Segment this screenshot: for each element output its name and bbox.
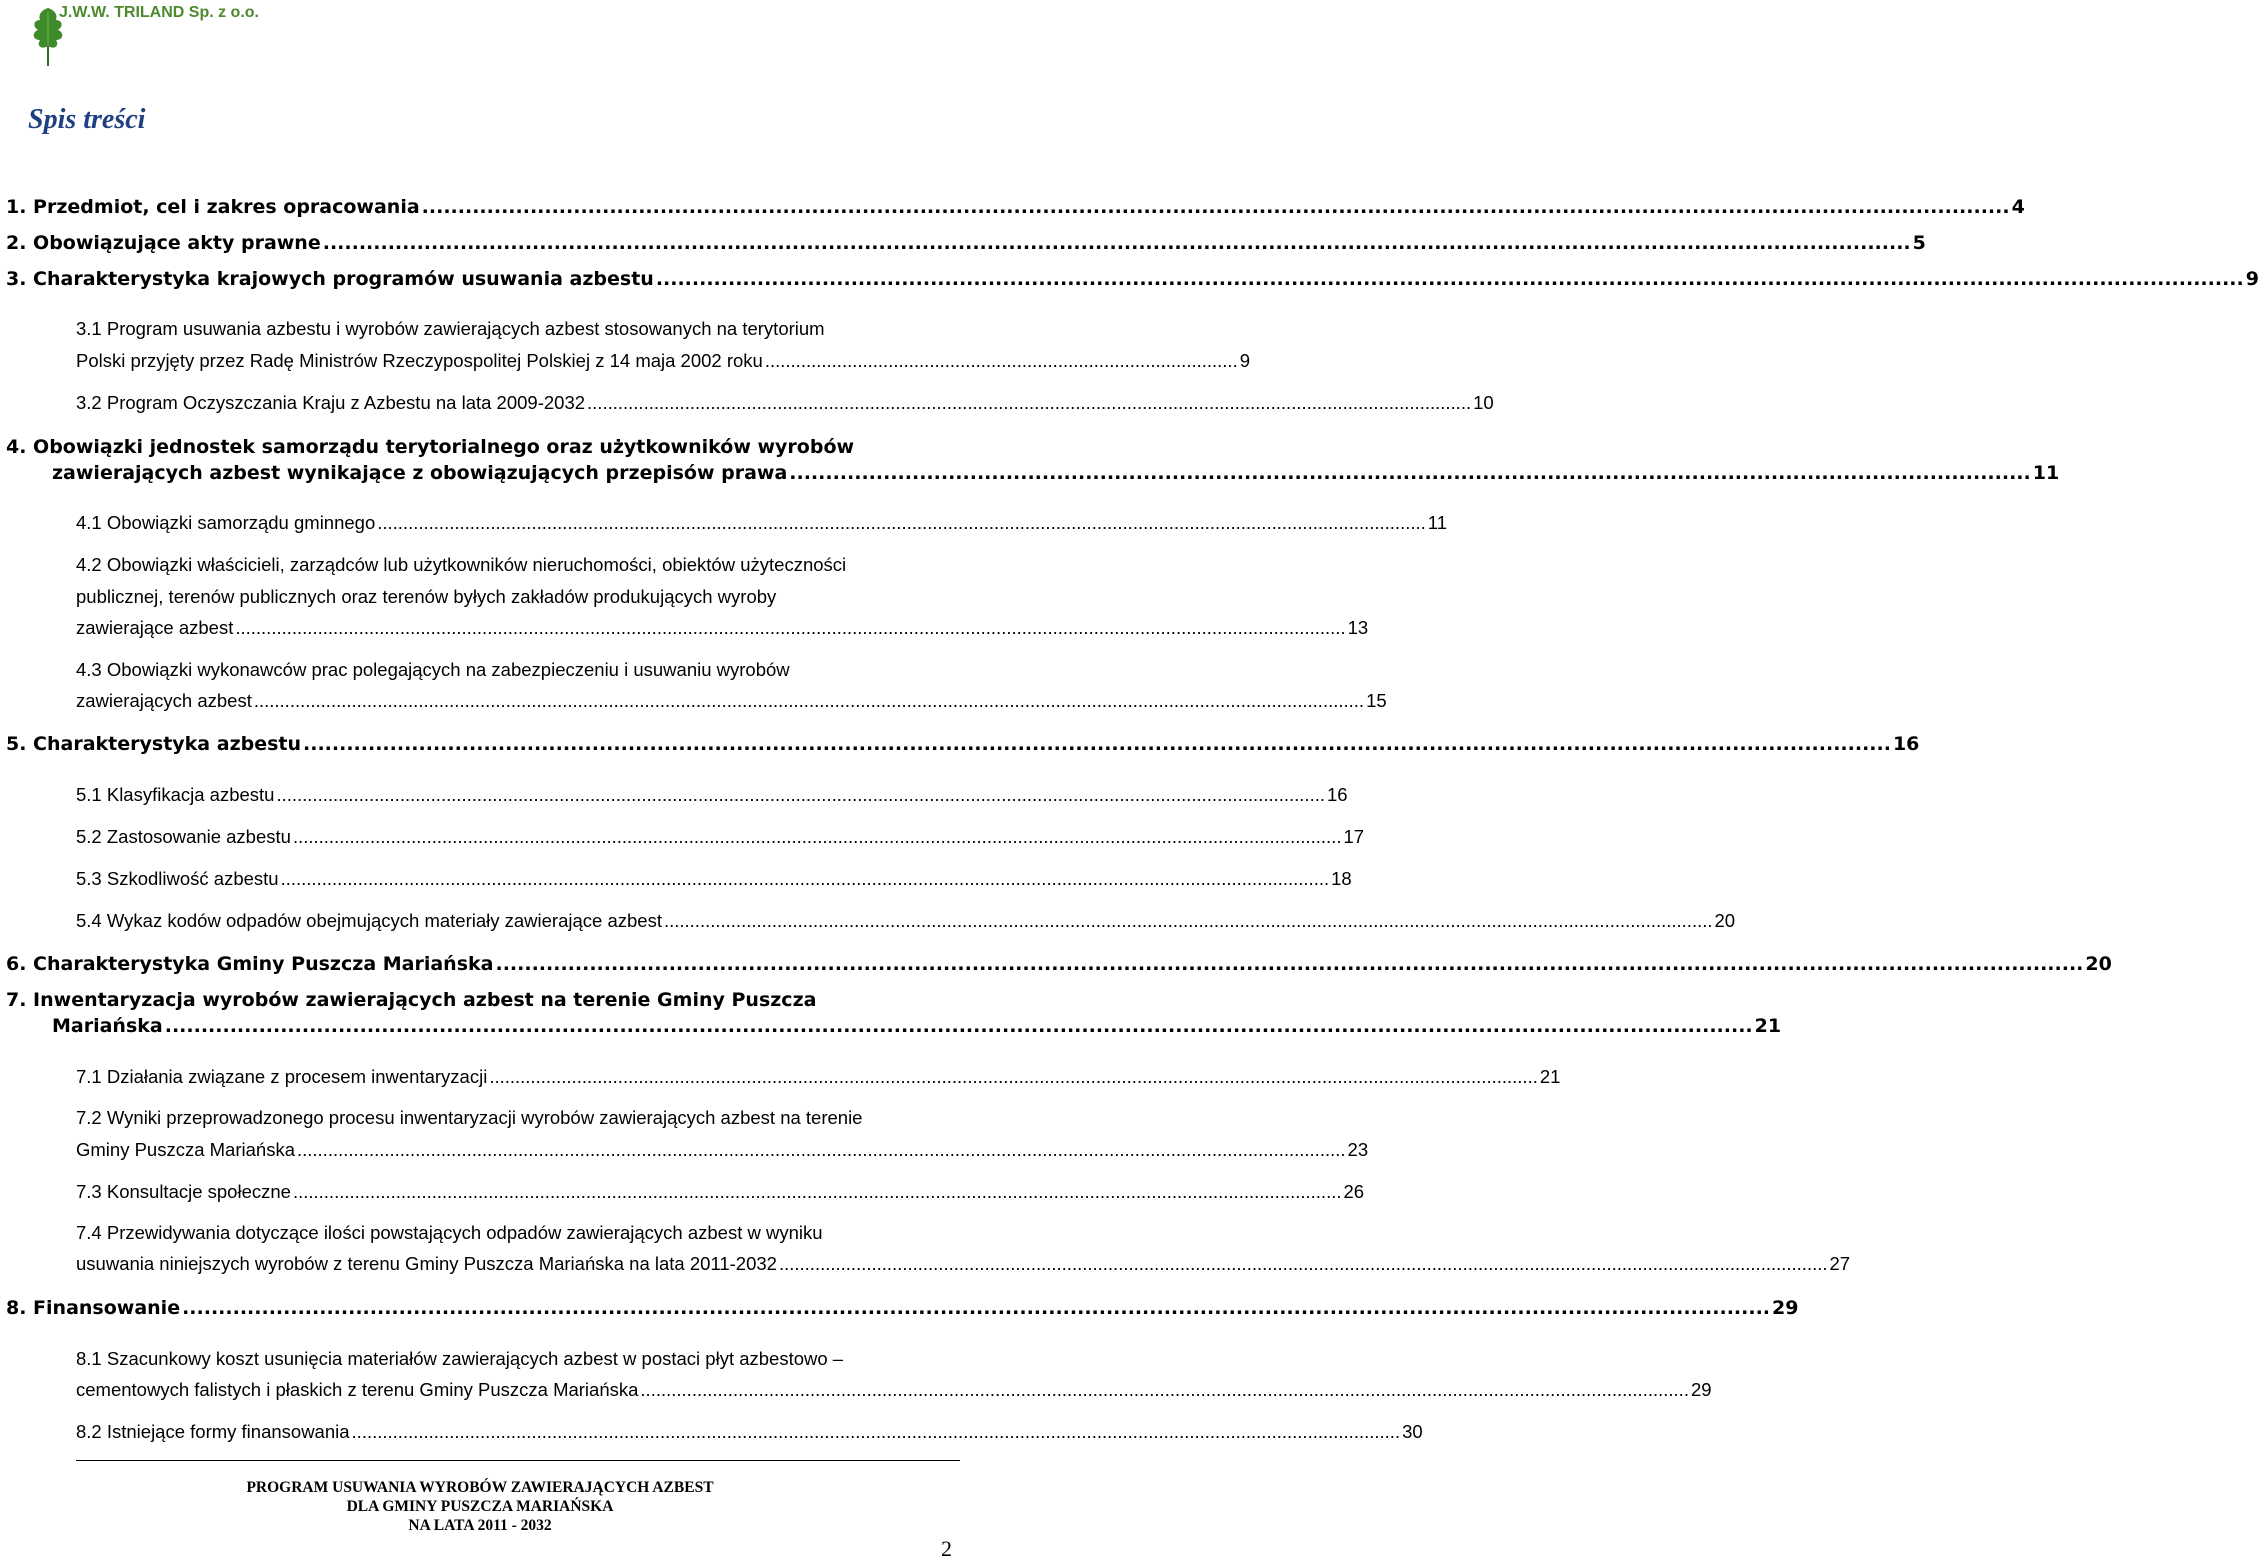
toc-entry-7-2-line1[interactable]: 7.2 Wyniki przeprowadzonego procesu inwentaryzacji wyrobów zawierających azbest na terenie bbox=[76, 1107, 863, 1128]
toc-leader: ............................................................................................................................................................................................................ bbox=[292, 1181, 1342, 1202]
toc-entry-4-2-line1[interactable]: 4.2 Obowiązki właścicieli, zarządców lub użytkowników nieruchomości, obiektów użyteczności bbox=[76, 554, 847, 575]
toc-entry-title: 6. Charakterystyka Gminy Puszcza Mariańska bbox=[6, 953, 494, 975]
toc-entry-title: Polski przyjęty przez Radę Ministrów Rzeczypospolitej Polskiej z 14 maja 2002 roku bbox=[76, 350, 763, 371]
toc-entry-title: 5. Charakterystyka azbestu bbox=[6, 733, 302, 755]
footer-line: NA LATA 2011 - 2032 bbox=[408, 1517, 552, 1534]
toc-entry-3[interactable] bbox=[6, 268, 2259, 290]
toc-leader: ............................................................................................................................................................................................................................ bbox=[421, 196, 2010, 218]
toc-page-number: 4 bbox=[2011, 196, 2025, 218]
toc-entry-title: cementowych falistych i płaskich z terenu Gminy Puszcza Mariańska bbox=[76, 1379, 639, 1400]
toc-entry-title: 5.4 Wykaz kodów odpadów obejmujących materiały zawierające azbest bbox=[76, 910, 662, 931]
toc-entry-8-2[interactable] bbox=[76, 1421, 1423, 1443]
toc-entry-7-3[interactable] bbox=[76, 1181, 1365, 1203]
toc-entry-title: zawierające azbest bbox=[76, 617, 234, 638]
toc-leader: ........................................................................................................................................................................................................................ bbox=[235, 617, 1346, 638]
toc-page-number: 10 bbox=[1473, 392, 1494, 413]
toc-leader: ............................................................................................................................................................................................................ bbox=[663, 910, 1713, 931]
toc-entry-title: 2. Obowiązujące akty prawne bbox=[6, 232, 321, 254]
company-name: J.W.W. TRILAND Sp. z o.o. bbox=[59, 4, 259, 21]
toc-entry-title: 4.1 Obowiązki samorządu gminnego bbox=[76, 512, 376, 533]
toc-entry-4-2[interactable] bbox=[76, 617, 1369, 639]
toc-entry-5[interactable] bbox=[6, 733, 1920, 755]
toc-entry-title: zawierających azbest wynikające z obowiązujących przepisów prawa bbox=[52, 462, 788, 484]
toc-entry-title: 7.1 Działania związane z procesem inwentaryzacji bbox=[76, 1066, 488, 1087]
toc-leader: ............................................................................................................................................................................................................ bbox=[276, 784, 1326, 805]
toc-page-number: 21 bbox=[1539, 1066, 1561, 1087]
toc-entry-7-2[interactable] bbox=[76, 1139, 1369, 1161]
toc-page-number: 20 bbox=[2085, 953, 2112, 975]
toc-entry-title: zawierających azbest bbox=[76, 690, 252, 711]
toc-page-number: 11 bbox=[2032, 462, 2060, 484]
toc-page-number: 13 bbox=[1347, 617, 1369, 638]
toc-entry-5-2[interactable] bbox=[76, 826, 1365, 848]
toc-leader: ............................................................................................................................................................................................................ bbox=[351, 1421, 1401, 1442]
toc-entry-5-3[interactable] bbox=[76, 868, 1352, 890]
toc-entry-7-1[interactable] bbox=[76, 1066, 1561, 1088]
page-number: 2 bbox=[941, 1536, 952, 1561]
toc-page-number: 16 bbox=[1892, 733, 1920, 755]
toc-entry-4-3[interactable] bbox=[76, 690, 1387, 712]
toc-entry-title: 5.1 Klasyfikacja azbestu bbox=[76, 784, 275, 805]
toc-entry-4-line1[interactable]: 4. Obowiązki jednostek samorządu terytorialnego oraz użytkowników wyrobów bbox=[6, 436, 855, 458]
toc-page-number: 9 bbox=[1239, 350, 1251, 371]
footer-line: PROGRAM USUWANIA WYROBÓW ZAWIERAJĄCYCH AZBEST bbox=[246, 1479, 714, 1496]
toc-leader: ............................................................................................................................................................................................................................ bbox=[303, 733, 1891, 755]
toc-page-number: 16 bbox=[1327, 784, 1348, 805]
toc-page-number: 9 bbox=[2245, 268, 2259, 290]
toc-entry-5-1[interactable] bbox=[76, 784, 1348, 806]
toc-entry-5-4[interactable] bbox=[76, 910, 1736, 932]
toc-leader: ............................................................................................................................................................................................................ bbox=[296, 1139, 1346, 1160]
toc-leader: ............................................................................................................................................................................................................ bbox=[280, 868, 1330, 889]
toc-entry-title: 1. Przedmiot, cel i zakres opracowania bbox=[6, 196, 420, 218]
toc-entry-title: 5.3 Szkodliwość azbestu bbox=[76, 868, 279, 889]
toc-entry-title: Mariańska bbox=[52, 1015, 163, 1037]
toc-entry-4-2-line2[interactable]: publicznej, terenów publicznych oraz terenów byłych zakładów produkujących wyroby bbox=[76, 586, 777, 607]
footer-divider bbox=[76, 1460, 960, 1461]
toc-entry-7-4-line1[interactable]: 7.4 Przewidywania dotyczące ilości powstających odpadów zawierających azbest w wyniku bbox=[76, 1222, 823, 1243]
toc-leader: ............................................................................................................................................................................................................ bbox=[778, 1253, 1828, 1274]
toc-leader: ............................................................................................................................................................................................................................ bbox=[322, 232, 1911, 254]
toc-entry-8[interactable] bbox=[6, 1297, 1799, 1319]
toc-entry-1[interactable] bbox=[6, 196, 2025, 218]
toc-leader: ........................................................................................................................................................................................................................ bbox=[253, 690, 1365, 711]
toc-entry-8-1[interactable] bbox=[76, 1379, 1712, 1401]
toc-leader: ............................................................................................................................................................................................................................ bbox=[495, 953, 2084, 975]
toc-page-number: 27 bbox=[1829, 1253, 1851, 1274]
toc-entry-title: 5.2 Zastosowanie azbestu bbox=[76, 826, 291, 847]
toc-page-number: 18 bbox=[1331, 868, 1352, 889]
toc-page-number: 5 bbox=[1912, 232, 1926, 254]
toc-leader: ............................................................................................................................................................................ bbox=[587, 392, 1472, 413]
toc-leader: ............................................................................................................................................................................ bbox=[789, 462, 2031, 484]
toc-leader: ............................................................................................ bbox=[764, 350, 1238, 371]
page-footer bbox=[180, 1478, 780, 1535]
toc-entry-title: 3.2 Program Oczyszczania Kraju z Azbestu na lata 2009-2032 bbox=[76, 392, 586, 413]
toc-entry-title: 8. Finansowanie bbox=[6, 1297, 181, 1319]
toc-leader: ............................................................................................................................................................................................................ bbox=[640, 1379, 1689, 1400]
toc-page-number: 21 bbox=[1754, 1015, 1782, 1037]
toc-entry-title: 7.3 Konsultacje społeczne bbox=[76, 1181, 291, 1202]
toc-page-number: 26 bbox=[1343, 1181, 1365, 1202]
toc-entry-title: 3. Charakterystyka krajowych programów usuwania azbestu bbox=[6, 268, 654, 290]
toc-page-number: 29 bbox=[1690, 1379, 1712, 1400]
toc-entry-3-1[interactable] bbox=[76, 350, 1251, 372]
toc-leader: ............................................................................................................................................................................................................ bbox=[292, 826, 1342, 847]
footer-line: DLA GMINY PUSZCZA MARIAŃSKA bbox=[346, 1498, 614, 1515]
toc-leader: ............................................................................................................................................................................................................ bbox=[377, 512, 1426, 533]
toc-entry-7[interactable] bbox=[52, 1015, 1782, 1037]
toc-entry-title: Gminy Puszcza Mariańska bbox=[76, 1139, 295, 1160]
toc-entry-7-4[interactable] bbox=[76, 1253, 1851, 1275]
toc-page-number: 30 bbox=[1402, 1421, 1423, 1442]
toc-leader: ............................................................................................................................................................................................................................ bbox=[182, 1297, 1771, 1319]
toc-entry-4-1[interactable] bbox=[76, 512, 1448, 534]
toc-entry-2[interactable] bbox=[6, 232, 1926, 254]
toc-page-number: 17 bbox=[1343, 826, 1365, 847]
toc-entry-title: 8.2 Istniejące formy finansowania bbox=[76, 1421, 350, 1442]
page-title: Spis treści bbox=[28, 104, 146, 135]
toc-entry-6[interactable] bbox=[6, 953, 2112, 975]
toc-leader: ............................................................................................................................................................................................................................ bbox=[164, 1015, 1753, 1037]
toc-page-number: 29 bbox=[1772, 1297, 1799, 1319]
toc-entry-7-line1[interactable]: 7. Inwentaryzacja wyrobów zawierających azbest na terenie Gminy Puszcza bbox=[6, 989, 817, 1011]
toc-leader: ............................................................................................................................................................................................................................ bbox=[655, 268, 2244, 290]
toc-entry-8-1-line1[interactable]: 8.1 Szacunkowy koszt usunięcia materiałów zawierających azbest w postaci płyt azbestowo – bbox=[76, 1348, 844, 1369]
toc-page-number: 11 bbox=[1427, 512, 1448, 533]
toc-page-number: 20 bbox=[1714, 910, 1736, 931]
toc-entry-3-1-line1[interactable]: 3.1 Program usuwania azbestu i wyrobów zawierających azbest stosowanych na terytorium bbox=[76, 318, 825, 339]
toc-leader: ............................................................................................................................................................................................................ bbox=[489, 1066, 1538, 1087]
toc-page-number: 15 bbox=[1366, 690, 1387, 711]
toc-entry-title: usuwania niniejszych wyrobów z terenu Gminy Puszcza Mariańska na lata 2011-2032 bbox=[76, 1253, 777, 1274]
toc-entry-4[interactable] bbox=[52, 462, 2060, 484]
toc-page-number: 23 bbox=[1347, 1139, 1369, 1160]
toc-entry-4-3-line1[interactable]: 4.3 Obowiązki wykonawców prac polegających na zabezpieczeniu i usuwaniu wyrobów bbox=[76, 659, 790, 680]
toc-entry-3-2[interactable] bbox=[76, 392, 1494, 414]
